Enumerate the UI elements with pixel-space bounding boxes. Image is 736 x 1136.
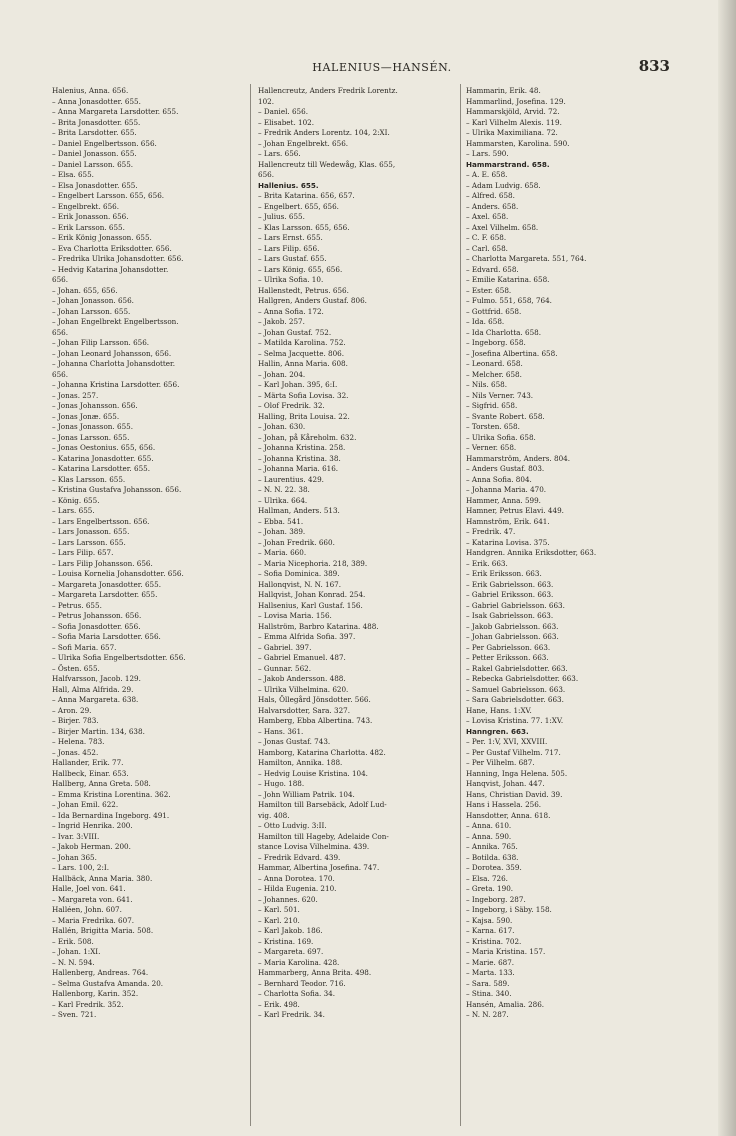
index-entry: – Jonas Jonasson. 655. xyxy=(52,422,134,431)
index-heading: Hallenius. 655. xyxy=(258,180,319,190)
index-entry: – Ida. 658. xyxy=(466,317,505,326)
index-entry: – Petrus Johansson. 656. xyxy=(52,611,142,620)
index-entry: – Stina. 340. xyxy=(466,989,512,998)
index-entry: Hamilton till Hageby, Adelaide Con- xyxy=(258,831,389,841)
index-entry: – Axel. 658. xyxy=(466,212,509,221)
index-entry: – Kristina. 169. xyxy=(258,936,314,946)
index-entry: – Jakob Herman. 200. xyxy=(52,842,131,851)
index-entry: – Emilie Katarina. 658. xyxy=(466,275,550,284)
index-entry: – Ulrika Sofia. 10. xyxy=(258,275,324,284)
index-entry: 656. xyxy=(52,327,69,337)
index-entry: – Anna Margareta Larsdotter. 655. xyxy=(52,107,179,116)
index-entry: – Johan Fredrik. 660. xyxy=(258,537,335,547)
index-entry: – Anders. 658. xyxy=(466,201,519,211)
index-entry: Hallbäck, Anna Maria. 380. xyxy=(52,873,153,883)
index-entry: – Sven. 721. xyxy=(52,1010,97,1019)
index-entry: – Annika. 765. xyxy=(466,842,518,851)
index-entry: Hane, Hans. 1:XV. xyxy=(466,705,532,715)
index-entry: – Johan Larsson. 655. xyxy=(52,306,131,316)
index-entry: – Sofia Jonasdotter. 656. xyxy=(52,621,141,631)
index-entry: – Laurentius. 429. xyxy=(258,474,324,484)
index-entry: – Katarina Larsdotter. 655. xyxy=(52,464,150,473)
index-entry: – Ebba. 541. xyxy=(258,516,304,526)
index-entry: – Jonas Oestonius. 655, 656. xyxy=(52,443,156,452)
index-entry: Hallencreutz, Anders Fredrik Lorentz. xyxy=(258,86,398,95)
index-entry: – Johan, på Kåreholm. 632. xyxy=(258,432,357,442)
index-entry: – Johanna Kristina. 38. xyxy=(258,453,341,463)
index-entry: – Gabriel Eriksson. 663. xyxy=(466,590,554,599)
index-entry: – Daniel Larsson. 655. xyxy=(52,159,134,169)
index-entry: Hallström, Barbro Katarina. 488. xyxy=(258,621,379,631)
index-entry: – Hedvig Louise Kristina. 104. xyxy=(258,768,368,778)
index-entry: – Johan Gabrielsson. 663. xyxy=(466,632,559,641)
index-entry: Hanqvist, Johan. 447. xyxy=(466,779,545,788)
index-column-3 xyxy=(466,86,678,1021)
index-entry: – Ingeborg. 287. xyxy=(466,894,526,904)
index-entry: – Katarina Jonasdotter. 655. xyxy=(52,453,154,463)
index-entry: – Erik Jonasson. 656. xyxy=(52,212,129,221)
index-entry: – Anna Jonasdotter. 655. xyxy=(52,96,141,106)
index-entry: Hallencreutz till Wedewåg, Klas. 655, xyxy=(258,159,396,169)
index-entry: – Lars Gustaf. 655. xyxy=(258,254,327,263)
index-entry: Hallberg, Anna Greta. 508. xyxy=(52,779,151,788)
index-entry: – Sofia Maria Larsdotter. 656. xyxy=(52,632,161,641)
index-entry: – Margareta Larsdotter. 655. xyxy=(52,590,158,599)
index-entry: – Matilda Karolina. 752. xyxy=(258,338,346,347)
index-entry: – Lars Larsson. 655. xyxy=(52,537,126,547)
index-entry: – Birjer Martin. 134, 638. xyxy=(52,726,145,736)
index-entry: – Maria Nicephoria. 218, 389. xyxy=(258,558,368,568)
index-entry: – Julius. 655. xyxy=(258,212,305,221)
index-entry: – Johanna Kristina. 258. xyxy=(258,443,346,452)
index-entry: – Petter Eriksson. 663. xyxy=(466,653,549,662)
index-entry: – Lars. 590. xyxy=(466,149,509,158)
index-entry: – Ida Charlotta. 658. xyxy=(466,327,541,337)
index-entry: – Charlotta Margareta. 551, 764. xyxy=(466,254,587,263)
index-entry: – Hedvig Katarina Johansdotter. xyxy=(52,264,169,274)
index-entry: – Johan Leonard Johansson, 656. xyxy=(52,348,172,358)
index-entry: Hanning, Inga Helena. 505. xyxy=(466,768,568,778)
index-entry: – Selma Gustafva Amanda. 20. xyxy=(52,978,164,988)
index-entry: – Brita Katarina. 656, 657. xyxy=(258,191,355,200)
index-entry: – Margareta von. 641. xyxy=(52,894,133,904)
running-header: HALENIUS—HANSÉN. xyxy=(312,61,452,74)
index-entry: – Marie. 687. xyxy=(466,957,515,967)
index-entry: – Otto Ludvig. 3:II. xyxy=(258,821,327,830)
index-entry: Hallenberg, Andreas. 764. xyxy=(52,968,149,977)
index-entry: – Erik Gabrielsson. 663. xyxy=(466,579,554,589)
index-entry: – John William Patrik. 104. xyxy=(258,789,355,799)
index-entry: – Hans. 361. xyxy=(258,726,304,736)
index-entry: – Johan Jonasson. 656. xyxy=(52,296,134,305)
index-entry: – Sofia Dominica. 389. xyxy=(258,569,340,578)
index-entry: – Hugo. 188. xyxy=(258,779,305,788)
index-entry: – A. E. 658. xyxy=(466,170,508,179)
index-entry: – Jonas Jonæ. 655. xyxy=(52,411,120,421)
index-heading: Hanngren. 663. xyxy=(466,726,529,736)
index-entry: Halenius, Anna. 656. xyxy=(52,86,129,95)
column-rule-right xyxy=(460,84,461,1126)
index-entry: – Lovisa Kristina. 77. 1:XV. xyxy=(466,716,564,725)
index-entry: – Per Gabrielsson. 663. xyxy=(466,642,551,652)
index-entry: – Emma Alfrida Sofia. 397. xyxy=(258,632,356,641)
index-entry: – Marta. 133. xyxy=(466,968,515,977)
index-entry: Hamner, Petrus Elavi. 449. xyxy=(466,506,564,515)
index-entry: – Erik König Jonasson. 655. xyxy=(52,233,152,242)
index-entry: – Engelbrekt. 656. xyxy=(52,201,120,211)
index-entry: – Per Gustaf Vilhelm. 717. xyxy=(466,747,561,757)
index-entry: Hammarskjöld, Arvid. 72. xyxy=(466,107,560,116)
index-entry: – Adam Ludvig. 658. xyxy=(466,180,541,190)
index-entry: – Carl. 658. xyxy=(466,243,508,253)
index-entry: – Josefina Albertina. 658. xyxy=(466,348,558,358)
index-entry: – Karl. 210. xyxy=(258,915,300,925)
column-rule-left xyxy=(250,84,251,1126)
index-entry: – Johan 365. xyxy=(52,852,97,862)
index-entry: – N. N. 287. xyxy=(466,1010,509,1019)
index-entry: – Ulrika Vilhelmina. 620. xyxy=(258,684,349,694)
index-entry: – Kristina Gustafva Johansson. 656. xyxy=(52,485,182,494)
index-entry: – Karl. 501. xyxy=(258,905,300,914)
index-entry: – Gabriel Gabrielsson. 663. xyxy=(466,600,565,610)
index-entry: Hals, Öllegård Jönsdotter. 566. xyxy=(258,695,371,704)
page-number: 833 xyxy=(638,57,670,75)
index-entry: Hallqvist, Johan Konrad. 254. xyxy=(258,590,366,599)
index-entry: – Johan. 389. xyxy=(258,527,306,536)
index-entry: – Erik Larsson. 655. xyxy=(52,222,125,232)
index-entry: – Melcher. 658. xyxy=(466,369,522,379)
index-entry: – Edvard. 658. xyxy=(466,264,519,274)
index-entry: – Erik. 508. xyxy=(52,936,94,946)
index-entry: – Maria Fredrika. 607. xyxy=(52,915,135,925)
index-entry: – Anna. 590. xyxy=(466,831,512,841)
index-entry: Hallander, Erik. 77. xyxy=(52,758,124,767)
index-entry: Hammer, Anna. 599. xyxy=(466,495,541,505)
index-entry: – Jonas Gustaf. 743. xyxy=(258,737,331,746)
index-entry: Hans i Hassela. 256. xyxy=(466,800,542,809)
index-entry: – Johanna Maria. 470. xyxy=(466,485,547,494)
index-entry: – Lars Filip. 656. xyxy=(258,243,320,253)
index-entry: – Daniel. 656. xyxy=(258,107,308,116)
index-entry: – N. N. 22. 38. xyxy=(258,485,310,494)
index-entry: – Sigfrid. 658. xyxy=(466,401,518,410)
index-column-2 xyxy=(258,86,458,1021)
index-entry: – Johanna Kristina Larsdotter. 656. xyxy=(52,380,180,389)
index-entry: – Ingeborg, i Säby. 158. xyxy=(466,905,552,914)
index-entry: Hallin, Anna Maria. 608. xyxy=(258,359,348,368)
page-edge xyxy=(718,0,736,1136)
index-entry: – Johan. 630. xyxy=(258,422,306,431)
index-entry: – Brita Larsdotter. 655. xyxy=(52,128,137,137)
index-entry: – Maria Karolina. 428. xyxy=(258,957,340,967)
index-entry: Hansdotter, Anna. 618. xyxy=(466,810,551,820)
index-entry: – Botilda. 638. xyxy=(466,852,519,862)
index-entry: Halling, Brita Louisa. 22. xyxy=(258,411,350,421)
index-entry: – Karl Johan. 395, 6:I. xyxy=(258,380,338,389)
index-entry: – Karna. 617. xyxy=(466,926,515,935)
index-entry: – Märta Sofia Lovisa. 32. xyxy=(258,390,349,400)
index-entry: – Jakob Andersson. 488. xyxy=(258,674,346,683)
index-entry: – Samuel Gabrielsson. 663. xyxy=(466,684,566,694)
index-entry: – Johan. 204. xyxy=(258,369,306,379)
index-entry: – Östen. 655. xyxy=(52,663,100,673)
index-entry: – Johanna Charlotta Johansdotter. xyxy=(52,359,175,368)
index-entry: Hammarsten, Karolina. 590. xyxy=(466,138,570,148)
index-entry: Halléen, John. 607. xyxy=(52,905,122,914)
index-entry: Hamilton, Annika. 188. xyxy=(258,758,343,767)
index-entry: – Verner. 658. xyxy=(466,443,517,452)
index-entry: – Johannes. 620. xyxy=(258,894,318,904)
index-entry: – Dorotea. 359. xyxy=(466,863,522,872)
index-entry: – Karl Fredrik. 352. xyxy=(52,999,124,1009)
index-entry: – Johan Filip Larsson. 656. xyxy=(52,338,150,347)
index-entry: – Svante Robert. 658. xyxy=(466,411,545,421)
index-entry: 656. xyxy=(258,170,275,179)
index-entry: – Engelbert. 655, 656. xyxy=(258,201,339,211)
index-entry: – Lars Ernst. 655. xyxy=(258,233,323,242)
index-entry: Halfvarsson, Jacob. 129. xyxy=(52,674,141,683)
index-entry: Handgren. Annika Eriksdotter, 663. xyxy=(466,548,597,557)
index-entry: Hans, Christian David. 39. xyxy=(466,789,563,799)
index-entry: – Jakob. 257. xyxy=(258,317,305,326)
index-entry: – Sara. 589. xyxy=(466,978,510,988)
index-entry: – Hilda Eugenia. 210. xyxy=(258,884,337,893)
index-entry: Hall, Alma Alfrida. 29. xyxy=(52,684,134,694)
index-entry: – Gabriel Emanuel. 487. xyxy=(258,653,346,662)
index-entry: – Anna Sofia. 172. xyxy=(258,306,324,316)
index-entry: – Louisa Kornelia Johansdotter. 656. xyxy=(52,569,184,578)
index-entry: Hamilton till Barsebäck, Adolf Lud- xyxy=(258,800,387,809)
index-entry: – Isak Gabrielsson. 663. xyxy=(466,611,554,620)
index-heading: Hammarstrand. 658. xyxy=(466,159,550,169)
index-entry: – Aron. 29. xyxy=(52,705,92,715)
index-entry: Hallonqvist, N. N. 167. xyxy=(258,579,342,589)
index-entry: – Katarina Lovisa. 375. xyxy=(466,537,550,547)
index-entry: – Rebecka Gabrielsdotter. 663. xyxy=(466,674,579,683)
index-entry: – Johan Engelbrekt. 656. xyxy=(258,138,349,148)
index-entry: – Jakob Gabrielsson. 663. xyxy=(466,621,559,631)
index-entry: – Olof Fredrik. 32. xyxy=(258,401,325,410)
index-entry: – Axel Vilhelm. 658. xyxy=(466,222,539,232)
index-entry: – Engelbert Larsson. 655, 656. xyxy=(52,191,165,200)
index-entry: – Karl Vilhelm Alexis. 119. xyxy=(466,117,562,127)
index-entry: stance Lovisa Vilhelmina. 439. xyxy=(258,842,370,851)
index-entry: – Johan Emil. 622. xyxy=(52,800,119,809)
index-entry: – Eva Charlotta Eriksdotter. 656. xyxy=(52,243,172,253)
index-entry: – Selma Jacquette. 806. xyxy=(258,348,345,358)
index-entry: – Klas Larsson. 655. xyxy=(52,474,126,484)
index-entry: – Jonas Johansson. 656. xyxy=(52,401,138,410)
index-entry: – Charlotta Sofia. 34. xyxy=(258,989,336,998)
index-entry: – Gunnar. 562. xyxy=(258,663,312,673)
index-entry: Hamnström, Erik. 641. xyxy=(466,516,550,526)
index-entry: – Ingeborg. 658. xyxy=(466,338,526,347)
index-entry: – Kristina. 702. xyxy=(466,936,522,946)
index-entry: Hallenborg, Karin. 352. xyxy=(52,989,139,998)
index-entry: – Maria. 660. xyxy=(258,548,307,557)
index-entry: – Kajsa. 590. xyxy=(466,915,513,925)
index-entry: – Jonas. 257. xyxy=(52,390,99,400)
index-entry: Hallgren, Anders Gustaf. 806. xyxy=(258,296,367,305)
index-entry: – Per. 1:V, XVI, XXVIII. xyxy=(466,737,548,746)
index-entry: – Lovisa Maria. 156. xyxy=(258,611,332,620)
index-entry: – Brita Jonasdotter. 655. xyxy=(52,117,141,127)
index-entry: – Lars Engelbertsson. 656. xyxy=(52,516,150,526)
index-entry: – Daniel Engelbertsson. 656. xyxy=(52,138,157,148)
index-entry: – Elisabet. 102. xyxy=(258,117,315,127)
index-entry: – Johanna Maria. 616. xyxy=(258,464,339,473)
index-entry: – Margareta. 697. xyxy=(258,947,324,956)
index-entry: – Johan Gustaf. 752. xyxy=(258,327,332,337)
index-entry: – Lars. 655. xyxy=(52,506,95,515)
index-entry: – Rakel Gabrielsdotter. 663. xyxy=(466,663,568,673)
index-entry: – Nils Verner. 743. xyxy=(466,390,534,400)
index-entry: – Erik Eriksson. 663. xyxy=(466,569,542,578)
index-entry: 656. xyxy=(52,369,69,379)
index-entry: – Ida Bernardina Ingeborg. 491. xyxy=(52,810,170,820)
index-entry: Hallsenius, Karl Gustaf. 156. xyxy=(258,600,363,610)
index-entry: – Ulrika Sofia. 658. xyxy=(466,432,536,442)
index-entry: Hallén, Brigitta Maria. 508. xyxy=(52,926,154,935)
index-entry: – Lars Jonasson. 655. xyxy=(52,527,130,536)
index-entry: – Lars König. 655, 656. xyxy=(258,264,343,274)
index-entry: – Johan. 1:XI. xyxy=(52,947,101,956)
index-entry: – Lars. 656. xyxy=(258,149,301,158)
index-entry: – Ingrid Henrika. 200. xyxy=(52,821,133,830)
index-entry: Halle, Joel von. 641. xyxy=(52,884,126,893)
index-entry: – Fulmo. 551, 658, 764. xyxy=(466,296,552,305)
index-entry: Hallman, Anders. 513. xyxy=(258,506,340,515)
index-entry: Hammarberg, Anna Brita. 498. xyxy=(258,968,372,977)
index-entry: – Gottfrid. 658. xyxy=(466,306,522,316)
index-entry: – Karl Fredrik. 34. xyxy=(258,1010,325,1019)
index-entry: Hallenstedt, Petrus. 656. xyxy=(258,285,349,295)
index-entry: – Ester. 658. xyxy=(466,285,512,295)
index-entry: – Leonard. 658. xyxy=(466,359,523,368)
index-entry: – Klas Larsson. 655, 656. xyxy=(258,222,350,232)
index-entry: – Elsa Jonasdotter. 655. xyxy=(52,180,138,190)
index-entry: – Sara Gabrielsdotter. 663. xyxy=(466,695,564,704)
index-entry: – Bernhard Teodor. 716. xyxy=(258,978,346,988)
index-entry: – Fredrik. 47. xyxy=(466,527,516,536)
index-entry: – Erik. 663. xyxy=(466,558,508,568)
index-entry: – Jonas Larsson. 655. xyxy=(52,432,130,442)
index-entry: Hansén, Amalia. 286. xyxy=(466,999,545,1009)
index-entry: – Anna. 610. xyxy=(466,821,512,830)
index-entry: – Fredrik Edvard. 439. xyxy=(258,852,341,862)
index-entry: – Sofi Maria. 657. xyxy=(52,642,117,652)
index-entry: Hallbeck, Einar. 653. xyxy=(52,768,129,778)
index-entry: – Gabriel. 397. xyxy=(258,642,312,652)
index-entry: – Maria Kristina. 157. xyxy=(466,947,546,956)
index-entry: – Johan. 655, 656. xyxy=(52,285,118,295)
index-entry: – Lars Filip. 657. xyxy=(52,548,114,557)
index-entry: – Greta. 190. xyxy=(466,884,514,893)
index-entry: – Fredrika Ulrika Johansdotter. 656. xyxy=(52,254,184,263)
index-entry: 656. xyxy=(52,275,69,284)
index-entry: – Karl Jakob. 186. xyxy=(258,926,323,935)
index-entry: – Birjer. 783. xyxy=(52,716,99,725)
index-entry: – Per Vilhelm. 687. xyxy=(466,758,535,767)
index-entry: – Margareta Jonasdotter. 655. xyxy=(52,579,161,589)
index-entry: – Johan Engelbrekt Engelbertsson. xyxy=(52,317,179,326)
index-entry: – Anna Sofia. 804. xyxy=(466,474,532,484)
index-entry: – Emma Kristina Lorentina. 362. xyxy=(52,789,171,799)
index-entry: – Anna Dorotea. 170. xyxy=(258,873,335,883)
index-entry: – Jonas. 452. xyxy=(52,747,99,757)
index-entry: – Petrus. 655. xyxy=(52,600,102,610)
index-entry: – Lars. 100, 2:I. xyxy=(52,863,110,872)
index-entry: – Anders Gustaf. 803. xyxy=(466,464,545,473)
index-entry: – C. F. 658. xyxy=(466,233,507,242)
index-entry: – N. N. 594. xyxy=(52,957,95,967)
index-entry: – Anna Margareta. 638. xyxy=(52,695,139,704)
index-entry: – Lars Filip Johansson. 656. xyxy=(52,558,153,568)
index-entry: – Ulrika. 664. xyxy=(258,495,308,505)
index-entry: – Ulrika Maximiliana. 72. xyxy=(466,128,558,137)
index-entry: – Fredrik Anders Lorentz. 104, 2:XI. xyxy=(258,128,390,137)
index-entry: Hammarin, Erik. 48. xyxy=(466,86,541,95)
index-entry: – König. 655. xyxy=(52,495,100,505)
index-entry: – Alfred. 658. xyxy=(466,191,515,200)
index-entry: Hamborg, Katarina Charlotta. 482. xyxy=(258,747,386,757)
index-entry: – Erik. 498. xyxy=(258,999,300,1009)
index-entry: – Ulrika Sofia Engelbertsdotter. 656. xyxy=(52,653,186,662)
index-entry: Hammarlind, Josefina. 129. xyxy=(466,96,566,106)
index-entry: Halvarsdotter, Sara. 327. xyxy=(258,705,350,715)
index-entry: vig. 408. xyxy=(258,810,290,820)
index-entry: – Ivar. 3:VIII. xyxy=(52,831,100,841)
index-entry: – Nils. 658. xyxy=(466,380,508,389)
index-entry: – Helena. 783. xyxy=(52,737,105,746)
index-entry: – Elsa. 655. xyxy=(52,170,94,179)
index-entry: – Elsa. 726. xyxy=(466,873,508,883)
index-entry: Hammar, Albertina Josefina. 747. xyxy=(258,863,380,872)
index-entry: Hamberg, Ebba Albertina. 743. xyxy=(258,716,373,725)
index-column-1 xyxy=(52,86,245,1021)
index-entry: – Torsten. 658. xyxy=(466,422,520,431)
index-entry: Hammarström, Anders. 804. xyxy=(466,453,571,463)
index-entry: – Daniel Jonasson. 655. xyxy=(52,149,137,158)
index-entry: 102. xyxy=(258,96,275,106)
